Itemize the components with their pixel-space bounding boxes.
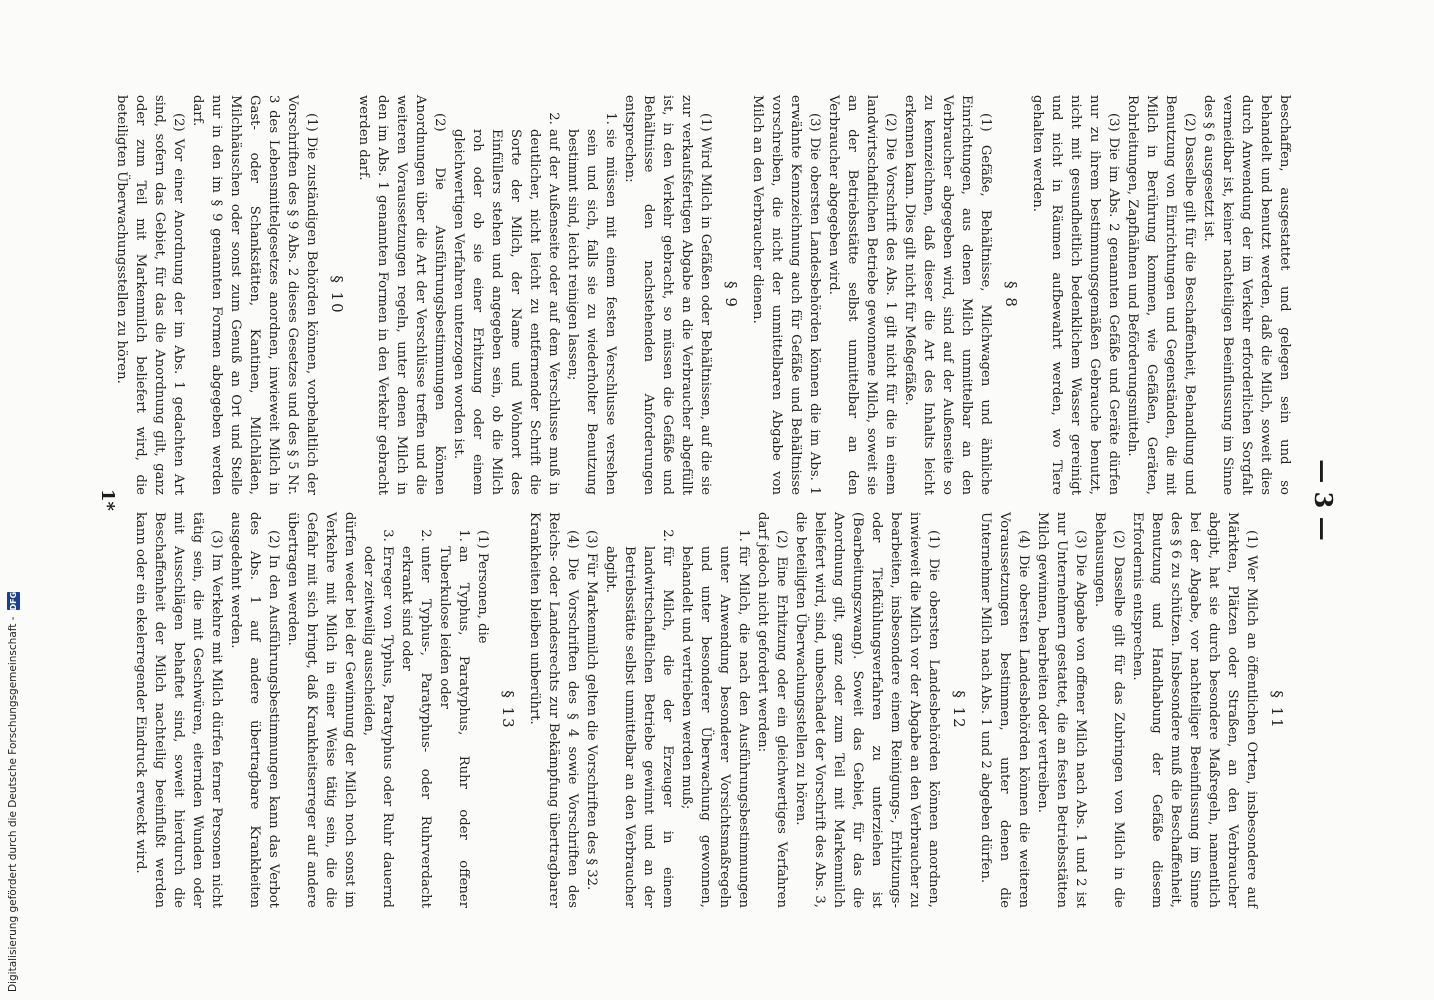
paragraph: (2) Die Ausführungsbestimmungen können Anordnungen über die Art der Verschlüsse treffen und die weiteren Voraussetzungen regeln, unter denen Milch in den im Abs. 1 genannten Formen in den Verkehr gebracht werden darf. [356, 95, 447, 495]
list-item: 3. Erreger von Typhus, Paratyphus oder Ruhr dauernd oder zeitweilig ausscheiden, [359, 546, 397, 908]
list-item: 2. unter Typhus-, Paratyphus- oder Ruhrverdacht erkrankt sind oder [397, 546, 435, 908]
paragraph: (3) Für Markenmilch gelten die Vorschriften des § 32. [584, 530, 599, 891]
list-item: 2. für Milch, die der Erzeuger in einem landwirtschaftlichen Betriebe gewinnt und an der Betriebsstätte selbst unmittelbar an den Verbraucher abgibt. [601, 546, 677, 908]
right-column [134, 512, 1294, 908]
paragraph: (1) Wird Milch in Gefäßen oder Behältnissen, auf die sie zur verkaufsfertigen Abgabe an die Verbraucher abgefüllt ist, in den Verkehr gebracht, so müssen die Gefäße und Behältnisse den nachstehenden Anforderungen entsprechen: [622, 95, 713, 495]
paragraph: (3) Im Verkehre mit Milch dürfen ferner Personen nicht tätig sein, die mit Geschwüren, eiternden Wunden oder mit Ausschlägen behaftet sind, soweit hierdurch die Beschaffenheit der Milch nachteilig beeinflußt werden kann oder ein ekelerregender Eindruck erweckt wird. [133, 512, 224, 908]
section-heading-10: § 10 [328, 275, 346, 315]
paragraph: (4) Die Vorschriften des § 4 sowie Vorschriften des Reichs- oder Landesrechts zur Bekämpfung übertragbarer Krankheiten bleiben unberührt. [527, 512, 580, 908]
list-item: 2. auf der Außenseite oder auf dem Verschlusse muß in deutlicher, nicht leicht zu entfernender Schrift die Sorte der Milch, der Name und Wohnort des Einfüllers stehen und angegeben sein, ob die Milch roh oder ob sie einer Erhitzung oder einem gleichwertigen Verfahren unterzogen worden ist. [449, 129, 563, 495]
digitization-text: Digitalisierung gefördert durch die Deutsche Forschungsgemeinschaft - [7, 616, 19, 992]
section-heading-12: § 12 [950, 690, 968, 730]
numbered-list [449, 95, 620, 495]
left-column [114, 95, 1294, 495]
signature-mark: 1* [97, 489, 118, 511]
section-heading-11: § 11 [1268, 690, 1286, 730]
paragraph: (3) Die im Abs. 2 genannten Gefäße und Geräte dürfen nur zu ihrem bestimmungsgemäßen Gebrauche benutzt, nicht mit gesundheitlich bedenklichem Wasser gereinigt und nicht in Räumen aufbewahrt werden, wo Tiere gehalten werden. [1030, 95, 1121, 495]
paragraph: (1) Personen, die [475, 530, 490, 644]
dfg-logo-icon: DFG [8, 591, 18, 611]
paragraph: (2) Vor einer Anordnung der im Abs. 1 gedachten Art sind, sofern das Gebiet, für das die Anordnung gilt, ganz oder zum Teil mit Markenmilch beliefert wird, die beteiligten Überwachungsstellen zu hören. [114, 95, 186, 495]
paragraph: (2) Dasselbe gilt für die Beschaffenheit, Behandlung und Benutzung von Einrichtungen und Gegenständen, die mit Milch in Berührung kommen, wie Gefäßen, Geräten, Rohrleitungen, Zapfhähnen und Beförderungsmitteln. [1125, 95, 1197, 495]
paragraph: (1) Gefäße, Behältnisse, Milchwagen und ähnliche Einrichtungen, aus denen Milch unmittelbar an den Verbraucher abgegeben wird, sind auf der Außenseite so zu kennzeichnen, daß dieser die Art des Inhalts leicht erkennen kann. Dies gilt nicht für Meßgefäße. [902, 95, 993, 495]
paragraph: (2) Dasselbe gilt für das Zubringen von Milch in die Behausungen. [1092, 512, 1126, 908]
paragraph: (4) Die obersten Landesbehörden können die weiteren Voraussetzungen bestimmen, unter denen die Unternehmer Milch nach Abs. 1 und 2 abgeben dürfen. [978, 512, 1031, 908]
paragraph: (1) Die obersten Landesbehörden können anordnen, inwieweit die Milch vor der Abgabe an den Verbraucher zu bearbeiten, insbesondere einem Reinigungs-, Erhitzungs- oder Tiefkühlungsverfahren zu unterziehen ist (Bearbeitungszwang). Soweit das Gebiet, für das die Anordnung gilt, ganz oder zum Teil mit Markenmilch beliefert wird, sind, unbeschadet der Vorschrift des Abs. 3, die beteiligten Überwachungsstellen zu hören. [793, 512, 941, 908]
page-number: — 3 — [1309, 459, 1338, 541]
paragraph: (3) Die obersten Landesbehörden können die im Abs. 1 erwähnte Kennzeichnung auch für Gefäße und Behältnisse vorschreiben, die nicht der unmittelbaren Abgabe von Milch an den Verbraucher dienen. [750, 95, 822, 495]
paragraph: dürfen weder bei der Gewinnung der Milch noch sonst im Verkehre mit Milch in einer Weise tätig sein, die die Gefahr mit sich bringt, daß Krankheitserreger auf andere übertragen werden. [285, 512, 357, 908]
list-item: 1. für Milch, die nach den Ausführungsbestimmungen unter Anwendung besonderer Vorsichtsmaßregeln und unter besonderer Überwachung gewonnen, behandelt und vertrieben werden muß; [677, 546, 753, 908]
paragraph: (3) Die Abgabe von offener Milch nach Abs. 1 und 2 ist nur Unternehmern gestattet, die an festen Betriebsstätten Milch gewinnen, bearbeiten oder vertreiben. [1035, 512, 1088, 908]
section-heading-9: § 9 [722, 281, 740, 309]
paragraph: (2) In den Ausführungsbestimmungen kann das Verbot des Abs. 1 auf andere übertragbare Krankheiten ausgedehnt werden. [228, 512, 281, 908]
paragraph: (2) Die Vorschrift des Abs. 1 gilt nicht für die in einem landwirtschaftlichen Betriebe gewonnene Milch, soweit sie an der Betriebsstätte selbst unmittelbar an den Verbraucher abgegeben wird. [826, 95, 898, 495]
numbered-list [359, 512, 473, 908]
section-heading-13: § 13 [499, 690, 517, 730]
paragraph: (1) Die zuständigen Behörden können, vorbehaltlich der Vorschriften des § 9 Abs. 2 dieses Gesetzes und des § 5 Nr. 3 des Lebensmittelgesetzes anordnen, inwieweit Milch in Gast- oder Schankstätten, Kantinen, Milchläden, Milchhäuschen oder sonst zum Genuß an Ort und Stelle nur in den im § 9 genannten Formen abgegeben werden darf. [190, 95, 319, 495]
numbered-list [601, 512, 753, 908]
paragraph: (2) Eine Erhitzung oder ein gleichwertiges Verfahren darf jedoch nicht gefordert werden: [755, 512, 789, 908]
paragraph: beschaffen, ausgestattet und gelegen sein und so behandelt und benutzt werden, daß die Milch, soweit dies durch Anwendung der im Verkehr erforderlichen Sorgfalt vermeidbar ist, keiner nachteiligen Beeinflussung im Sinne des § 6 ausgesetzt ist. [1201, 95, 1292, 495]
section-heading-8: § 8 [1002, 281, 1020, 309]
paragraph: (1) Wer Milch an öffentlichen Orten, insbesondere auf Märkten, Plätzen oder Straßen, an den Verbraucher abgibt, hat sie durch besondere Maßregeln, namentlich bei der Abgabe, vor nachteiliger Beeinflussung im Sinne des § 6 zu schützen. Insbesondere muß die Beschaffenheit, Benutzung und Handhabung der Gefäße diesem Erfordernis entsprechen. [1130, 512, 1259, 908]
list-item: 1. sie müssen mit einem festen Verschlusse versehen sein und sich, falls sie zu wiederholter Benutzung bestimmt sind, leicht reinigen lassen; [563, 129, 620, 495]
list-item: 1. an Typhus, Paratyphus, Ruhr oder offener Tuberkulose leiden oder [435, 546, 473, 908]
digitization-note [2, 0, 24, 1000]
